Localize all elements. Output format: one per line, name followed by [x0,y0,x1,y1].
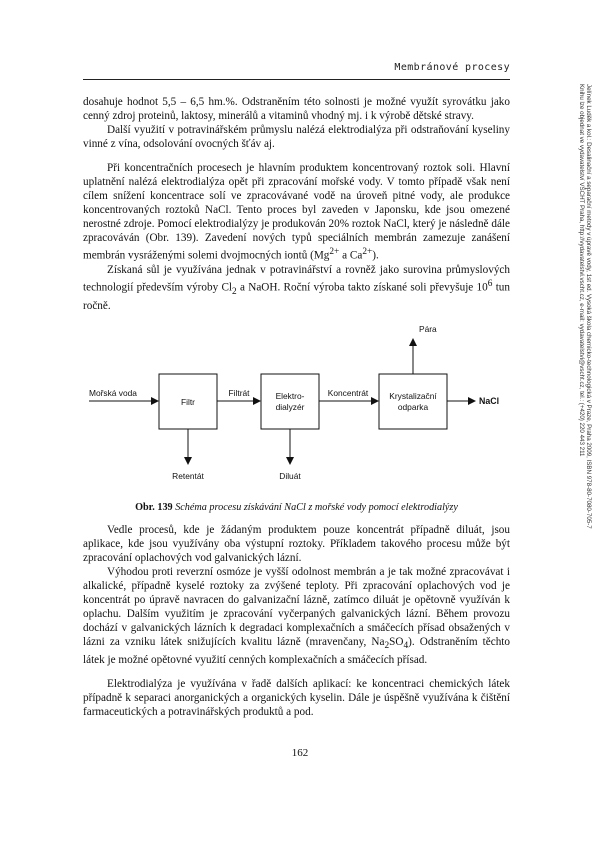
label-filter: Filtr [181,396,195,407]
header-rule [83,79,510,80]
figure-caption-number: Obr. 139 [135,501,173,513]
label-crystallizer-1: Krystalizační [389,390,437,401]
label-steam: Pára [419,323,437,334]
label-seawater: Mořská voda [89,387,137,398]
label-electrodialyzer-1: Elektro- [275,390,305,401]
label-diluate: Diluát [279,470,301,481]
paragraph-1: dosahuje hodnot 5,5 – 6,5 hm.%. Odstraněním této solnosti je možné využít syrovátku jako cenný zdroj proteinů, laktosy, minerálů a vitaminů vhodný mj. i k výrobě dětské stravy. [83,96,510,122]
subscript-so4: 4 [403,640,409,651]
label-crystallizer-2: odparka [397,401,429,412]
label-electrodialyzer-2: dialyzér [275,401,305,412]
process-diagram [83,319,510,499]
paragraph-3-end: ). [372,249,379,262]
paragraph-4-end: tun ročně. [83,281,510,312]
paragraph-5: Vedle procesů, kde je žádaným produktem pouze koncentrát případně diluát, jsou aplikace, kde jsou využívány oba výstupní roztoky. Příkladem takového procesu může být zpracování oplachových vod galvanických lázní. [83,523,510,564]
side-note-line-2: Knihu lze objednat ve vydavatelství VŠCHT Praha, http://vydavatelstvi.vscht.cz, e-mail: vydavatelstvi@vscht.cz, tel.: (+420) 220 443 211 [578,84,585,457]
figure-caption-text: Schéma procesu získávání NaCl z mořské vody pomocí elektrodialýzy [175,501,458,513]
subscript-cl2: 2 [232,286,237,297]
paragraph-2: Další využití v potravinářském průmyslu nalézá elektrodialýza při odstraňování kyseliny vinné z vína, odsolování ovocných šťáv aj. [83,124,510,150]
paragraph-6 [83,565,510,667]
paragraph-4-mid: a NaOH. Roční výroba takto získané soli převyšuje 10 [236,281,488,294]
running-header-title: Membránové procesy [394,62,510,73]
process-diagram-svg [83,319,510,499]
paragraph-4 [83,263,510,313]
paragraph-6-so: SO [389,635,404,648]
paragraph-3-text: Při koncentračních procesech je hlavním produktem koncentrovaný roztok soli. Hlavní uplatnění nalézá elektrodialýza opět při zpracování mořské vody. V tomto případě však není cílem snížení koncentrace solí ve zpracovávané vodě na úroveň pitné vody, ale produkce koncentrovaných roztoků NaCl. Tento proces byl zaveden v Japonsku, kde jsou omezené nerostné zdroje. Pomocí elektrodialýzy je produkován 20% roztok NaCl, který je následně dále zpracováván (Obr. 139). Zavedení nových typů speciálních membrán zamezuje zanášení membrán vysráženými solemi dvojmocných iontů (Mg [83,162,510,262]
page-content [83,95,510,719]
label-nacl: NaCl [479,395,500,406]
paragraph-6-text: Výhodou proti reverzní osmóze je vyšší odolnost membrán a je tak možné zpracovávat i alkalické, případně kyselé roztoky za zvýšené teploty. Při zpracování oplachových vod je koncentrát po úpravě navracen do galvanizační lázně, zatímco diluát je opětovně využíván k oplachu. Dalším využitím je zpracování vyčerpaných galvanických lázní. Během provozu dochází v galvanických lázních k degradaci komplexačních a smáčecích přísad obsažených v lázni za vzniku látek snižujících kvalitu lázně (mravenčany, Na [83,565,510,648]
superscript-mg-charge: 2+ [329,247,340,257]
page-number: 162 [291,747,309,759]
label-concentrate: Koncentrát [327,387,369,398]
side-note-line-1: Jelínek Luděk a kol.: Desalinační a separační metody v úpravě vody, 1st ed. Vysoká škola chemicko-technologická v Praze, Praha 2009, ISBN 978-80-7080-705-7 [585,84,592,529]
paragraph-7: Elektrodialýza je využívána v řadě dalších aplikací: ke koncentraci chemických látek případně k separaci anorganických a organických kyselin. Dále je úspěšně využívána k čištění farmaceutických a potravinářských produktů a pod. [83,677,510,718]
subscript-na2: 2 [384,640,390,651]
label-filtrate: Filtrát [228,387,250,398]
superscript-exponent: 6 [487,278,493,289]
paragraph-6-end: ). Odstraněním těchto látek je možné opětovné využití cenných komplexačních a smáčecích přísad. [83,635,510,666]
label-retentate: Retentát [172,470,204,481]
superscript-ca-charge: 2+ [362,247,373,257]
paragraph-4-text: Získaná sůl je využívána jednak v potravinářství a rovněž jako surovina průmyslových technologií především výroby Cl [83,263,510,294]
paragraph-3 [83,161,510,263]
paragraph-3-mid: a Ca [339,249,363,262]
figure-caption [83,501,510,515]
side-copyright-note [579,84,592,664]
